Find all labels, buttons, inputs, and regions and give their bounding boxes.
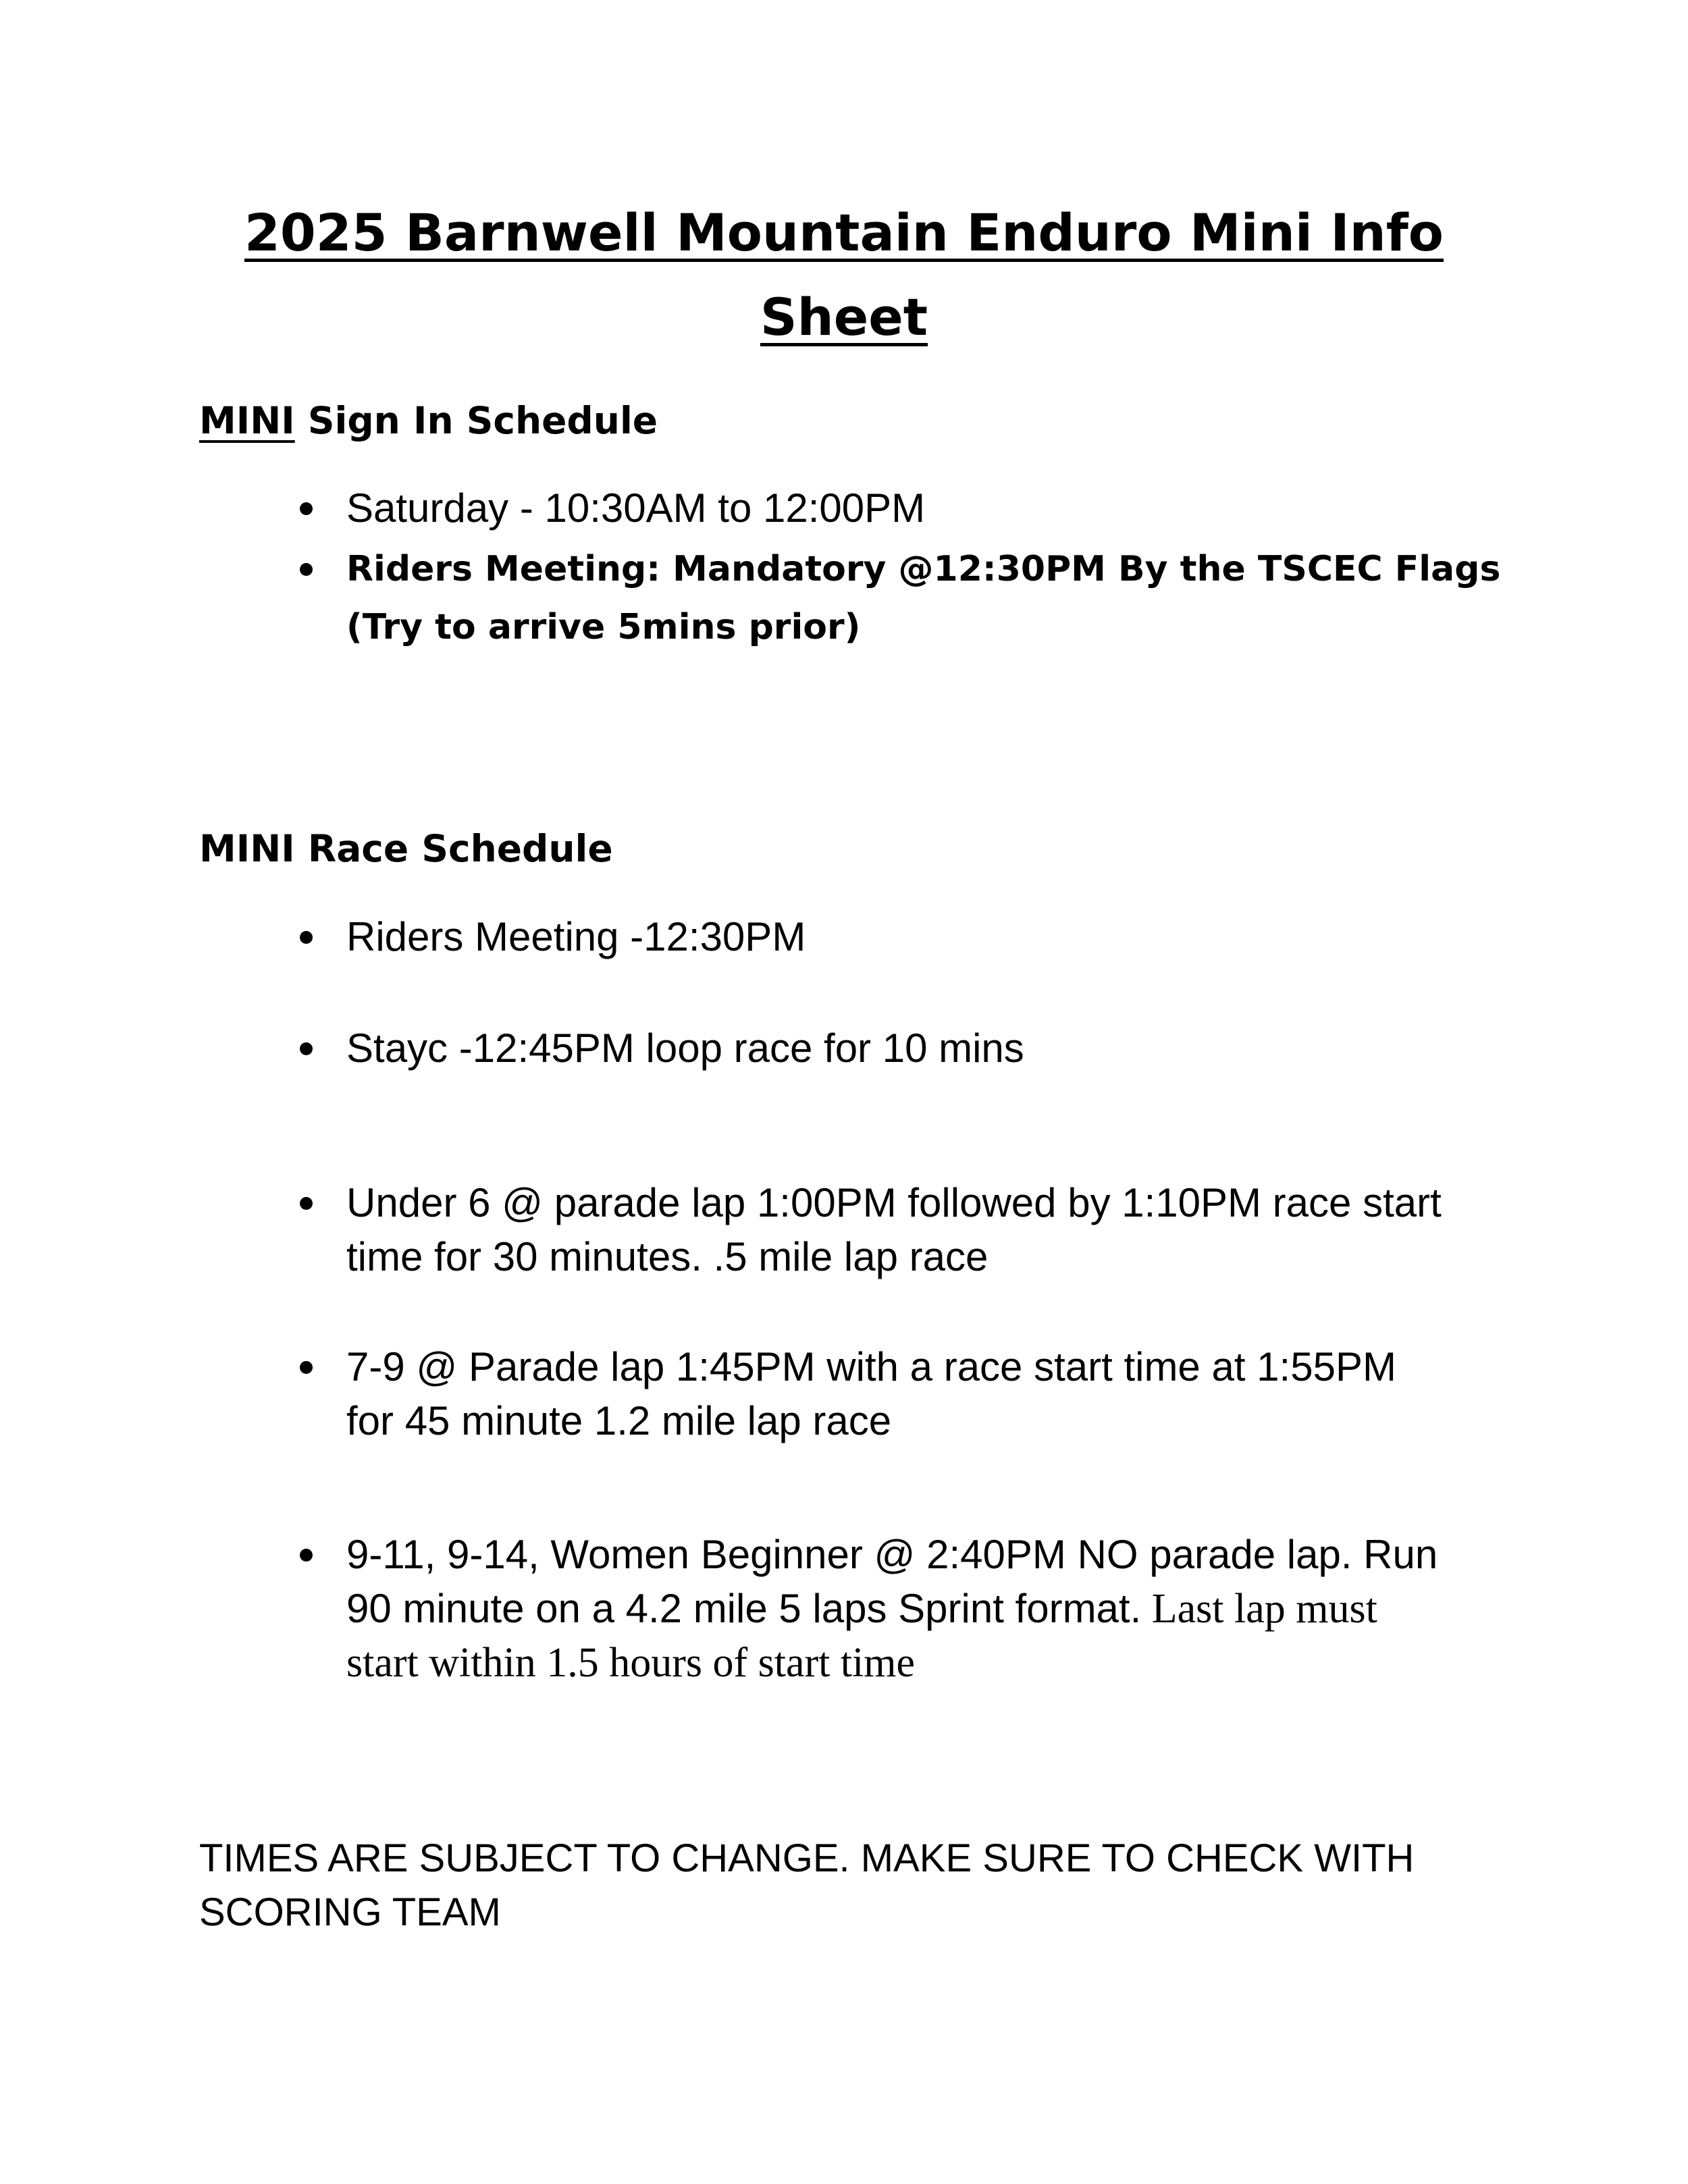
list-item-stayc (346, 1021, 1535, 1075)
bullet-icon (300, 1197, 313, 1210)
title-line-1: 2025 Barnwell Mountain Enduro Mini Info (244, 203, 1444, 263)
list-item-saturday-sign-in (346, 481, 1535, 535)
disclaimer-text (199, 1832, 1523, 1940)
page-title (203, 190, 1485, 359)
list-item-text-line-1: Under 6 @ parade lap 1:00PM followed by 1:10PM race start (346, 1180, 1442, 1225)
disclaimer-line-2: SCORING TEAM (199, 1890, 501, 1934)
list-item-text: Stayc -12:45PM loop race for 10 mins (346, 1026, 1024, 1071)
disclaimer-line-1: TIMES ARE SUBJECT TO CHANGE. MAKE SURE TO CHECK WITH (199, 1836, 1415, 1880)
sign-in-schedule-heading (199, 397, 658, 444)
bullet-icon (300, 502, 313, 515)
bullet-icon (300, 1042, 313, 1055)
list-item-9-11-women-beginner (346, 1528, 1535, 1690)
title-line-2: Sheet (760, 287, 928, 347)
bullet-icon (300, 563, 313, 576)
list-item-text-line-3: start within 1.5 hours of start time (346, 1640, 916, 1686)
bullet-icon (300, 1361, 313, 1374)
list-item-text-line-2b: Last lap must (1141, 1586, 1377, 1632)
list-item-text-line-1: 9-11, 9-14, Women Beginner @ 2:40PM NO parade lap. Run (346, 1532, 1438, 1577)
list-item-under-6 (346, 1176, 1535, 1284)
list-item-text-line-2: time for 30 minutes. .5 mile lap race (346, 1234, 988, 1279)
race-schedule-heading: MINI Race Schedule (199, 827, 613, 870)
list-item-text-line-1: Riders Meeting: Mandatory @12:30PM By the TSCEC Flags (346, 549, 1501, 589)
list-item-7-9 (346, 1340, 1535, 1448)
sign-in-heading-mini: MINI (199, 399, 295, 442)
list-item-text-line-1: 7-9 @ Parade lap 1:45PM with a race start time at 1:55PM (346, 1344, 1396, 1389)
bullet-icon (300, 931, 313, 944)
list-item-riders-meeting-mandatory (346, 540, 1535, 656)
list-item-text: Riders Meeting -12:30PM (346, 914, 806, 959)
list-item-text-line-2: for 45 minute 1.2 mile lap race (346, 1398, 892, 1443)
list-item-text: Saturday - 10:30AM to 12:00PM (346, 485, 926, 531)
sign-in-heading-rest: Sign In Schedule (294, 399, 658, 442)
bullet-icon (300, 1549, 313, 1562)
list-item-text-line-2: (Try to arrive 5mins prior) (346, 607, 861, 647)
list-item-riders-meeting (346, 910, 1535, 964)
list-item-text-line-2a: 90 minute on a 4.2 mile 5 laps Sprint format. (346, 1586, 1142, 1631)
